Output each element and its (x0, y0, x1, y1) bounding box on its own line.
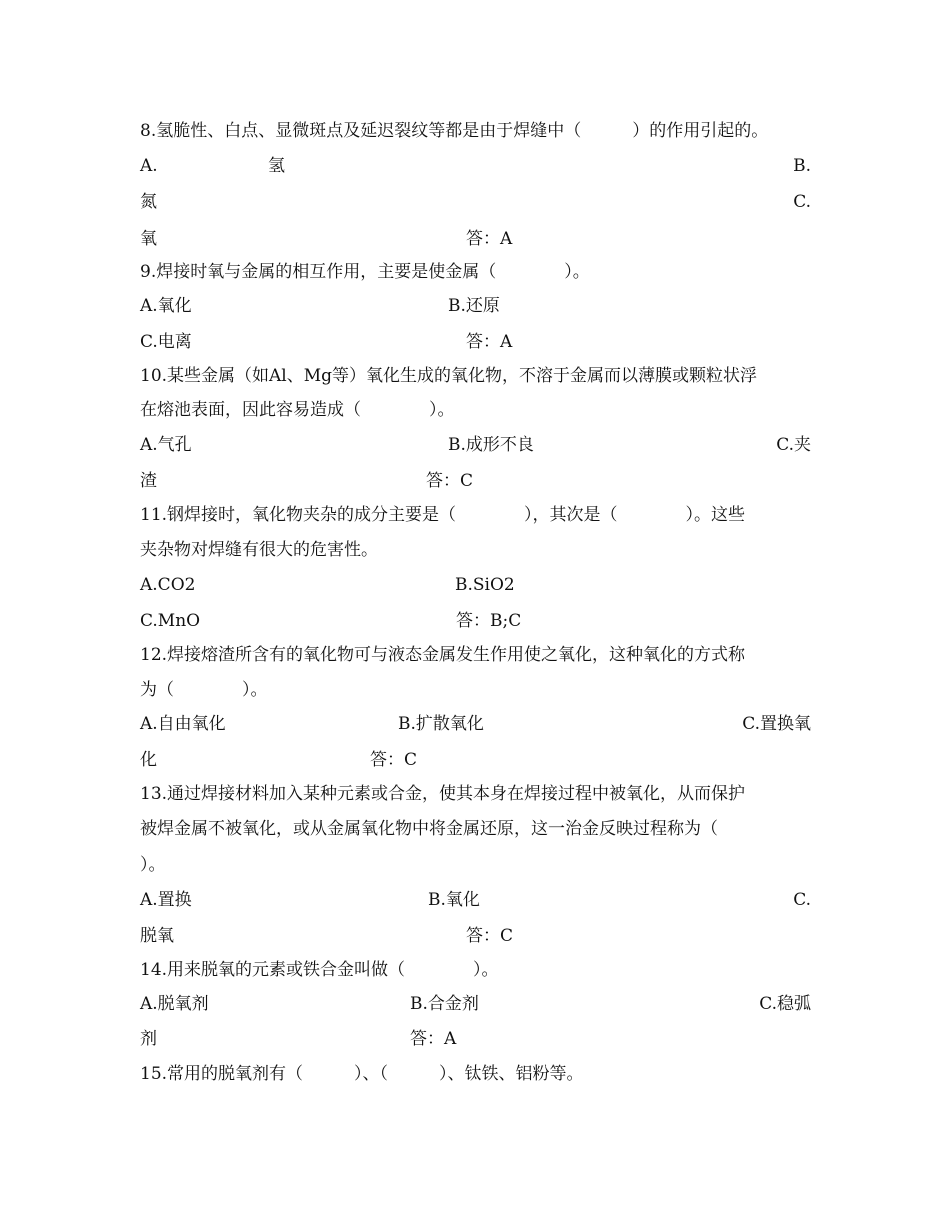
option-c: C.MnO (140, 611, 201, 631)
question-10-options-line-1 (140, 432, 811, 458)
option-a: A.脱氧剂 (140, 994, 209, 1014)
option-b: B. (793, 156, 811, 176)
answer: 答：C (426, 471, 474, 491)
question-15-stem: 15.常用的脱氧剂有（ ）、（ ）、钛铁、铝粉等。 (140, 1064, 584, 1084)
question-10-options-line-2 (140, 468, 811, 494)
question-8-stem: 8.氢脆性、白点、显微斑点及延迟裂纹等都是由于焊缝中（ ）的作用引起的。 (140, 121, 769, 141)
option-b: B.合金剂 (410, 994, 479, 1014)
option-c-continued: 渣 (140, 471, 157, 491)
question-13-options-line-2 (140, 923, 811, 949)
answer: 答：C (466, 926, 514, 946)
option-a: A.CO2 (140, 575, 196, 595)
option-c-continued: 化 (140, 750, 157, 770)
answer: 答：A (466, 332, 513, 352)
option-a: A.自由氧化 (140, 714, 226, 734)
option-a-text: 氢 (268, 156, 285, 176)
question-9-options-line-1 (140, 293, 811, 319)
option-c: C.电离 (140, 332, 192, 352)
option-b: B.成形不良 (448, 435, 534, 455)
option-c-text: 氧 (140, 229, 157, 249)
option-c-text: 脱氧 (140, 926, 174, 946)
option-a: A.置换 (140, 890, 192, 910)
option-b: B.扩散氧化 (398, 714, 484, 734)
question-11-options-line-2 (140, 608, 811, 634)
option-c: C. (793, 192, 811, 212)
option-c-continued: 剂 (140, 1029, 157, 1049)
question-9-stem: 9.焊接时氧与金属的相互作用，主要是使金属（ ）。 (140, 262, 590, 282)
question-9-options-line-2 (140, 329, 811, 355)
question-11-stem-line-2: 夹杂物对焊缝有很大的危害性。 (140, 540, 378, 560)
question-12-stem-line-1: 12.焊接熔渣所含有的氧化物可与液态金属发生作用使之氧化，这种氧化的方式称 (140, 645, 746, 665)
question-13-stem-line-2: 被焊金属不被氧化，或从金属氧化物中将金属还原，这一治金反映过程称为（ (140, 819, 718, 839)
option-a: A.气孔 (140, 435, 192, 455)
question-14-options-line-2 (140, 1026, 811, 1052)
answer: 答：A (466, 229, 513, 249)
option-c: C. (793, 890, 811, 910)
question-8-options-line-3 (140, 226, 811, 252)
option-b: B.氧化 (428, 890, 480, 910)
answer: 答：B;C (456, 611, 522, 631)
option-b-text: 氮 (140, 192, 157, 212)
question-8-options-line-2 (140, 189, 811, 215)
question-14-stem: 14.用来脱氧的元素或铁合金叫做（ ）。 (140, 960, 499, 980)
option-c: C.置换氧 (742, 714, 811, 734)
question-12-options-line-2 (140, 747, 811, 773)
answer: 答：A (410, 1029, 457, 1049)
question-10-stem-line-2: 在熔池表面，因此容易造成（ ）。 (140, 400, 455, 420)
question-13-stem-line-3: ）。 (140, 855, 166, 875)
option-b: B.还原 (448, 296, 500, 316)
option-c: C.稳弧 (759, 994, 811, 1014)
question-11-options-line-1 (140, 572, 811, 598)
question-8-options-line-1 (140, 153, 811, 179)
question-12-stem-line-2: 为（ ）。 (140, 680, 268, 700)
option-a: A.氧化 (140, 296, 192, 316)
option-a: A. (140, 156, 158, 176)
question-13-stem-line-1: 13.通过焊接材料加入某种元素或合金，使其本身在焊接过程中被氧化，从而保护 (140, 784, 746, 804)
option-b: B.SiO2 (455, 575, 515, 595)
question-11-stem-line-1: 11.钢焊接时，氧化物夹杂的成分主要是（ ），其次是（ ）。这些 (140, 505, 746, 525)
question-13-options-line-1 (140, 887, 811, 913)
question-10-stem-line-1: 10.某些金属（如Al、Mg等）氧化生成的氧化物，不溶于金属而以薄膜或颗粒状浮 (140, 366, 758, 386)
answer: 答：C (370, 750, 418, 770)
question-12-options-line-1 (140, 711, 811, 737)
question-14-options-line-1 (140, 991, 811, 1017)
option-c: C.夹 (776, 435, 811, 455)
